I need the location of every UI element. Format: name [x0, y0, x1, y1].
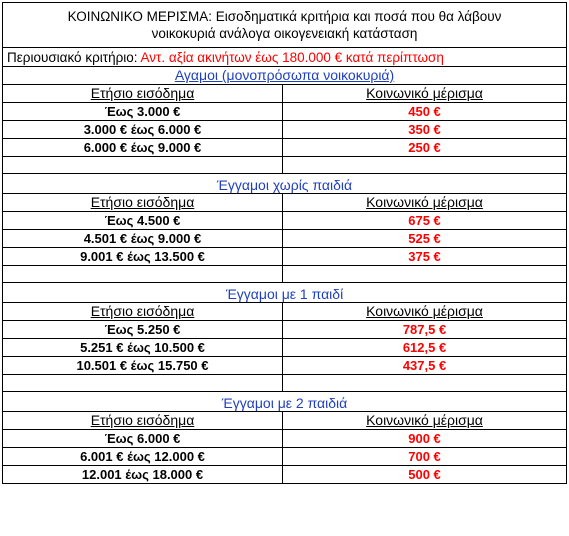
income-cell: 3.000 € έως 6.000 € — [3, 121, 283, 139]
amount-cell: 612,5 € — [283, 339, 567, 357]
blank-cell — [283, 375, 567, 392]
section-title: Έγγαμοι με 2 παιδιά — [3, 392, 567, 412]
dividend-header: Κοινωνικό μέρισμα — [283, 194, 567, 212]
amount-cell: 375 € — [283, 248, 567, 266]
column-header-row — [3, 303, 567, 321]
criterion-value: Αντ. αξία ακινήτων έως 180.000 € κατά περίπτωση — [140, 49, 444, 65]
table-row — [3, 103, 567, 121]
section-title-row — [3, 392, 567, 412]
table-row — [3, 121, 567, 139]
section-title: Έγγαμοι χωρίς παιδιά — [3, 174, 567, 194]
income-header: Ετήσιο εισόδημα — [3, 303, 283, 321]
table-row — [3, 430, 567, 448]
spacer-row — [3, 375, 567, 392]
amount-cell: 900 € — [283, 430, 567, 448]
income-header: Ετήσιο εισόδημα — [3, 85, 283, 103]
table-title — [3, 3, 567, 48]
column-header-row — [3, 412, 567, 430]
income-header: Ετήσιο εισόδημα — [3, 412, 283, 430]
table-row — [3, 466, 567, 484]
column-header-row — [3, 194, 567, 212]
title-line-1: ΚΟΙΝΩΝΙΚΟ ΜΕΡΙΣΜΑ: Εισοδηματικά κριτήρια και ποσά που θα λάβουν — [67, 9, 502, 24]
amount-cell: 787,5 € — [283, 321, 567, 339]
blank-cell — [283, 157, 567, 174]
table-row — [3, 248, 567, 266]
table-row — [3, 357, 567, 375]
blank-cell — [3, 266, 283, 283]
table-row — [3, 230, 567, 248]
criterion-label: Περιουσιακό κριτήριο: — [7, 49, 138, 65]
table-row — [3, 139, 567, 157]
title-row — [3, 3, 567, 48]
section-title-row — [3, 174, 567, 194]
blank-cell — [3, 375, 283, 392]
income-cell: 5.251 € έως 10.500 € — [3, 339, 283, 357]
income-header: Ετήσιο εισόδημα — [3, 194, 283, 212]
blank-cell — [3, 157, 283, 174]
amount-cell: 700 € — [283, 448, 567, 466]
section-title: Έγγαμοι με 1 παιδί — [3, 283, 567, 303]
income-cell: 4.501 € έως 9.000 € — [3, 230, 283, 248]
income-cell: Έως 3.000 € — [3, 103, 283, 121]
income-cell: 10.501 € έως 15.750 € — [3, 357, 283, 375]
criterion-row — [3, 48, 567, 67]
income-cell: 6.001 € έως 12.000 € — [3, 448, 283, 466]
dividend-header: Κοινωνικό μέρισμα — [283, 85, 567, 103]
income-cell: 9.001 € έως 13.500 € — [3, 248, 283, 266]
table-row — [3, 448, 567, 466]
section-title-row — [3, 283, 567, 303]
spacer-row — [3, 157, 567, 174]
amount-cell: 250 € — [283, 139, 567, 157]
amount-cell: 500 € — [283, 466, 567, 484]
table-row — [3, 212, 567, 230]
title-line-2: νοικοκυριά ανάλογα οικογενειακή κατάσταση — [151, 26, 418, 41]
property-criterion — [3, 48, 567, 67]
income-cell: 6.000 € έως 9.000 € — [3, 139, 283, 157]
section-title-text: Αγαμοι (μονοπρόσωπα νοικοκυριά) — [174, 67, 395, 83]
income-cell: Έως 4.500 € — [3, 212, 283, 230]
section-title-row — [3, 67, 567, 85]
dividend-table-container — [2, 2, 566, 484]
amount-cell: 437,5 € — [283, 357, 567, 375]
amount-cell: 525 € — [283, 230, 567, 248]
amount-cell: 450 € — [283, 103, 567, 121]
section-title — [3, 67, 567, 85]
blank-cell — [283, 266, 567, 283]
table-row — [3, 339, 567, 357]
amount-cell: 675 € — [283, 212, 567, 230]
dividend-table — [2, 2, 567, 484]
table-row — [3, 321, 567, 339]
income-cell: Έως 5.250 € — [3, 321, 283, 339]
dividend-header: Κοινωνικό μέρισμα — [283, 412, 567, 430]
amount-cell: 350 € — [283, 121, 567, 139]
income-cell: 12.001 έως 18.000 € — [3, 466, 283, 484]
dividend-header: Κοινωνικό μέρισμα — [283, 303, 567, 321]
column-header-row — [3, 85, 567, 103]
spacer-row — [3, 266, 567, 283]
income-cell: Έως 6.000 € — [3, 430, 283, 448]
